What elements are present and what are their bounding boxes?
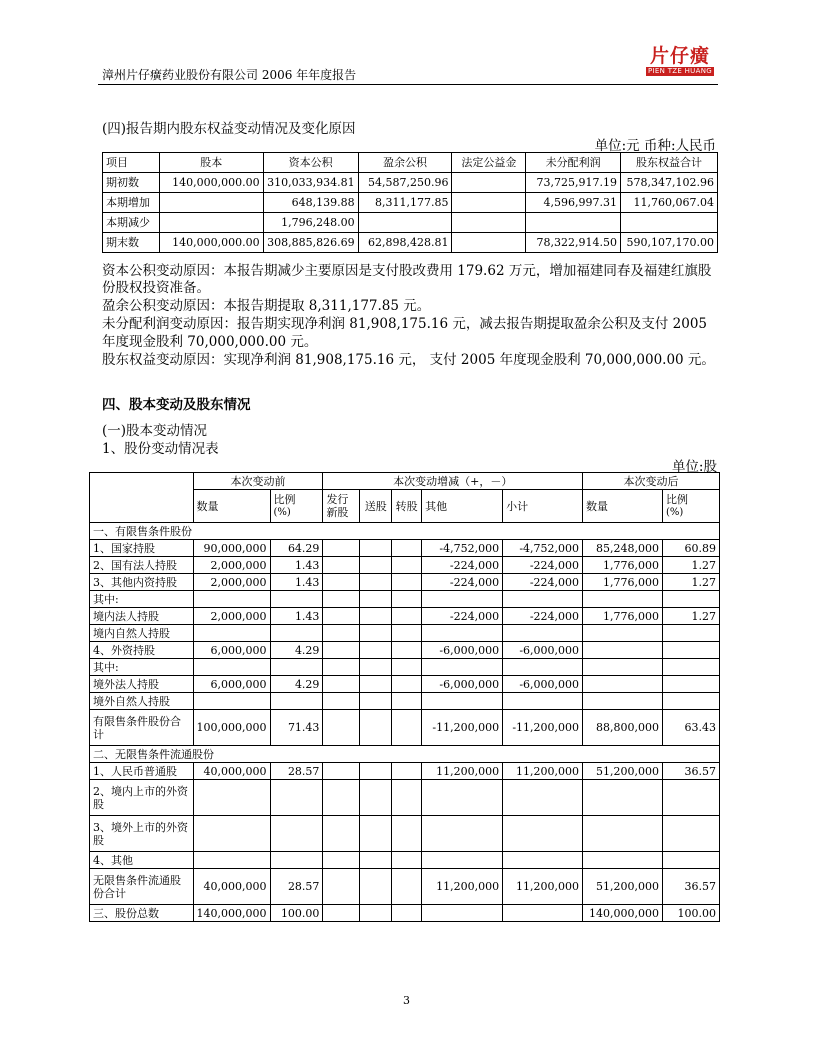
data-cell [663,852,720,869]
data-cell [392,591,422,608]
data-cell [323,869,360,905]
data-cell [270,816,323,852]
data-cell [503,659,583,676]
table-row [90,642,720,659]
data-cell [193,852,270,869]
data-cell [270,852,323,869]
data-cell: -6,000,000 [422,676,503,693]
data-cell: 1.43 [270,608,323,625]
data-cell [360,676,392,693]
col-qty-after: 数量 [583,490,663,523]
col-other: 其他 [422,490,503,523]
equity-cell [452,173,526,193]
equity-row [103,173,718,193]
data-cell: 88,800,000 [583,710,663,746]
equity-cell: 78,322,914.50 [526,233,621,253]
col-ratio-before-unit: (%) [273,507,291,518]
data-cell [422,816,503,852]
section-label: 二、无限售条件流通股份 [90,746,720,763]
data-cell [193,780,270,816]
data-cell [392,676,422,693]
data-cell: 1.27 [663,608,720,625]
equity-note-line: 盈余公积变动原因：本报告期提取 8,311,177.85 元。 [102,298,431,314]
row-label: 境内法人持股 [90,608,194,625]
header-rule [98,84,718,85]
equity-cell: 8,311,177.85 [358,193,452,213]
equity-cell: 140,000,000.00 [159,173,263,193]
company-logo [646,46,714,78]
data-cell [503,625,583,642]
data-cell: 4.29 [270,676,323,693]
data-cell: 11,200,000 [503,869,583,905]
equity-cell: 62,898,428.81 [358,233,452,253]
equity-cell [526,213,621,233]
data-cell [360,574,392,591]
data-cell [193,693,270,710]
share-section-heading: 四、股本变动及股东情况 [102,397,251,413]
data-cell [583,642,663,659]
equity-cell [452,213,526,233]
data-cell [323,540,360,557]
share-table-title: 1、股份变动情况表 [102,441,219,457]
data-cell [392,642,422,659]
row-label: 1、人民币普通股 [90,763,194,780]
equity-note-line: 资本公积变动原因：本报告期减少主要原因是支付股改费用 179.62 万元，增加福建同春及福建红旗股 [102,263,712,279]
data-cell: 36.57 [663,869,720,905]
data-cell [503,852,583,869]
data-cell [270,659,323,676]
data-cell: 11,200,000 [503,763,583,780]
share-sub-heading: (一)股本变动情况 [102,423,208,439]
data-cell [270,780,323,816]
equity-header-cell: 股东权益合计 [621,153,718,173]
data-cell: 51,200,000 [583,869,663,905]
equity-cell [159,213,263,233]
equity-header-cell: 股本 [159,153,263,173]
data-cell: 1.43 [270,557,323,574]
data-cell [360,852,392,869]
equity-header-cell: 未分配利润 [526,153,621,173]
equity-note-line: 股东权益变动原因：实现净利润 81,908,175.16 元， 支付 2005 年度现金股利 70,000,000.00 元。 [102,352,715,368]
data-cell: 6,000,000 [193,676,270,693]
data-cell [360,557,392,574]
data-cell [663,780,720,816]
table-row [90,710,720,746]
data-cell [323,780,360,816]
logo-text: 片仔癀 [649,45,710,67]
col-qty-before: 数量 [193,490,270,523]
group-header-after: 本次变动后 [583,473,720,490]
data-cell: 1.27 [663,574,720,591]
data-cell: 28.57 [270,763,323,780]
section-row [90,746,720,763]
data-cell [360,816,392,852]
data-cell [360,591,392,608]
equity-cell: 73,725,917.19 [526,173,621,193]
data-cell [663,642,720,659]
equity-cell: 11,760,067.04 [621,193,718,213]
data-cell: 11,200,000 [422,763,503,780]
data-cell: 36.57 [663,763,720,780]
equity-header-row [103,153,718,173]
share-change-table [89,472,720,922]
equity-row-label: 本期减少 [103,213,160,233]
data-cell: 11,200,000 [422,869,503,905]
data-cell: 85,248,000 [583,540,663,557]
header-title: 漳州片仔癀药业股份有限公司 2006 年年度报告 [102,68,357,82]
row-label: 4、其他 [90,852,194,869]
data-cell [583,780,663,816]
equity-section-title: (四)报告期内股东权益变动情况及变化原因 [102,121,356,137]
row-label: 境外自然人持股 [90,693,194,710]
share-unit-label: 单位:股 [671,459,717,475]
table-row [90,659,720,676]
equity-cell: 140,000,000.00 [159,233,263,253]
equity-cell: 590,107,170.00 [621,233,718,253]
equity-cell: 4,596,997.31 [526,193,621,213]
data-cell [422,693,503,710]
data-cell: 64.29 [270,540,323,557]
data-cell: 40,000,000 [193,869,270,905]
data-cell [270,693,323,710]
data-cell [503,780,583,816]
equity-cell: 1,796,248.00 [263,213,358,233]
row-label: 无限售条件流通股份合计 [90,869,194,905]
data-cell [422,659,503,676]
row-label: 1、国家持股 [90,540,194,557]
data-cell: -224,000 [422,608,503,625]
data-cell: -224,000 [422,574,503,591]
page-number: 3 [403,994,410,1007]
equity-cell: 308,885,826.69 [263,233,358,253]
equity-header-cell: 盈余公积 [358,153,452,173]
data-cell [323,693,360,710]
table-row [90,816,720,852]
col-ratio-before [270,490,323,523]
table-row [90,557,720,574]
data-cell [392,852,422,869]
data-cell [193,659,270,676]
equity-row [103,233,718,253]
data-cell [323,557,360,574]
data-cell [663,693,720,710]
data-cell [392,574,422,591]
data-cell [392,557,422,574]
data-cell: 6,000,000 [193,642,270,659]
data-cell: 40,000,000 [193,763,270,780]
data-cell: 71.43 [270,710,323,746]
data-cell [583,693,663,710]
data-cell [323,625,360,642]
data-cell: -11,200,000 [422,710,503,746]
data-cell [360,905,392,922]
row-label: 有限售条件股份合计 [90,710,194,746]
equity-note-line: 年度现金股利 70,000,000.00 元。 [102,334,318,350]
table-row [90,763,720,780]
col-bonus: 送股 [360,490,392,523]
equity-header-cell: 项目 [103,153,160,173]
table-row [90,574,720,591]
col-subtotal: 小计 [503,490,583,523]
data-cell [193,625,270,642]
data-cell [503,905,583,922]
data-cell [503,591,583,608]
data-cell: 1.27 [663,557,720,574]
data-cell [392,869,422,905]
equity-row-label: 本期增加 [103,193,160,213]
data-cell: -4,752,000 [503,540,583,557]
row-label: 境外法人持股 [90,676,194,693]
table-row [90,905,720,922]
data-cell [323,676,360,693]
data-cell [323,608,360,625]
equity-row [103,213,718,233]
data-cell [392,608,422,625]
data-cell [663,625,720,642]
data-cell [323,659,360,676]
col-new-issue: 发行新股 [323,490,360,523]
equity-cell [358,213,452,233]
data-cell [663,659,720,676]
data-cell: 90,000,000 [193,540,270,557]
data-cell [583,852,663,869]
data-cell [392,625,422,642]
equity-header-cell: 资本公积 [263,153,358,173]
data-cell [323,905,360,922]
table-row [90,780,720,816]
data-cell: -6,000,000 [503,642,583,659]
row-label: 境内自然人持股 [90,625,194,642]
data-cell [193,591,270,608]
equity-cell [452,193,526,213]
data-cell: -224,000 [503,574,583,591]
data-cell [663,591,720,608]
data-cell: -224,000 [503,557,583,574]
table-row [90,591,720,608]
data-cell: 2,000,000 [193,557,270,574]
data-cell: -224,000 [503,608,583,625]
group-header-change: 本次变动增减（+，－） [323,473,583,490]
data-cell: 1,776,000 [583,574,663,591]
data-cell: 28.57 [270,869,323,905]
row-label: 三、股份总数 [90,905,194,922]
table-row [90,676,720,693]
data-cell [422,852,503,869]
data-cell [360,693,392,710]
data-cell: 51,200,000 [583,763,663,780]
data-cell [323,642,360,659]
col-ratio-after-label: 比例 [666,493,688,506]
row-label: 3、境外上市的外资股 [90,816,194,852]
data-cell: -6,000,000 [422,642,503,659]
data-cell: 1,776,000 [583,608,663,625]
equity-cell [159,193,263,213]
data-cell [392,710,422,746]
data-cell [422,591,503,608]
row-label: 2、境内上市的外资股 [90,780,194,816]
table-row [90,693,720,710]
data-cell [323,816,360,852]
equity-cell [621,213,718,233]
header-corner-cell [90,473,194,523]
equity-cell: 310,033,934.81 [263,173,358,193]
data-cell [323,591,360,608]
col-ratio-before-label: 比例 [273,493,296,506]
data-cell: 2,000,000 [193,608,270,625]
data-cell [503,693,583,710]
table-row [90,540,720,557]
data-cell: -11,200,000 [503,710,583,746]
table-row [90,852,720,869]
equity-row-label: 期初数 [103,173,160,193]
data-cell [193,816,270,852]
data-cell [663,816,720,852]
data-cell: 2,000,000 [193,574,270,591]
equity-change-table [102,152,718,253]
data-cell [422,780,503,816]
equity-row [103,193,718,213]
row-label: 其中: [90,591,194,608]
equity-unit-label: 单位:元 币种:人民币 [594,138,716,154]
row-label: 其中: [90,659,194,676]
data-cell: -6,000,000 [503,676,583,693]
logo-subtext: PIEN TZE HUANG [646,67,714,76]
data-cell: -4,752,000 [422,540,503,557]
data-cell: 60.89 [663,540,720,557]
data-cell [360,710,392,746]
data-cell [583,591,663,608]
table-row [90,869,720,905]
data-cell [360,540,392,557]
data-cell [360,642,392,659]
data-cell: 1,776,000 [583,557,663,574]
col-ratio-after-unit: (%) [666,507,684,518]
data-cell [392,763,422,780]
row-label: 3、其他内资持股 [90,574,194,591]
data-cell [583,816,663,852]
data-cell [392,780,422,816]
data-cell [503,816,583,852]
data-cell [392,540,422,557]
section-row [90,523,720,540]
data-cell [422,625,503,642]
data-cell [360,763,392,780]
data-cell [360,625,392,642]
data-cell [270,625,323,642]
data-cell [323,574,360,591]
col-ratio-after [663,490,720,523]
data-cell [323,763,360,780]
data-cell [323,852,360,869]
data-cell: 140,000,000 [583,905,663,922]
equity-cell: 648,139.88 [263,193,358,213]
data-cell [270,591,323,608]
data-cell [360,869,392,905]
equity-cell: 54,587,250.96 [358,173,452,193]
data-cell: 1.43 [270,574,323,591]
table-row [90,625,720,642]
data-cell [392,905,422,922]
data-cell [323,710,360,746]
data-cell: 100.00 [663,905,720,922]
section-label: 一、有限售条件股份 [90,523,720,540]
data-cell [583,659,663,676]
data-cell: -224,000 [422,557,503,574]
col-transfer: 转股 [392,490,422,523]
data-cell: 100.00 [270,905,323,922]
equity-cell [452,233,526,253]
equity-note-line: 份股权投资准备。 [102,280,210,296]
equity-header-cell: 法定公益金 [452,153,526,173]
data-cell: 4.29 [270,642,323,659]
group-header-before: 本次变动前 [193,473,323,490]
data-cell [583,625,663,642]
data-cell [360,608,392,625]
data-cell [392,693,422,710]
data-cell: 100,000,000 [193,710,270,746]
data-cell [360,780,392,816]
equity-note-line: 未分配利润变动原因：报告期实现净利润 81,908,175.16 元，减去报告期提取盈余公积及支付 2005 [102,316,707,332]
data-cell [392,816,422,852]
row-label: 2、国有法人持股 [90,557,194,574]
equity-cell: 578,347,102.96 [621,173,718,193]
equity-row-label: 期末数 [103,233,160,253]
data-cell [360,659,392,676]
table-row [90,608,720,625]
data-cell: 140,000,000 [193,905,270,922]
data-cell: 63.43 [663,710,720,746]
data-cell [583,676,663,693]
row-label: 4、外资持股 [90,642,194,659]
data-cell [422,905,503,922]
data-cell [392,659,422,676]
data-cell [663,676,720,693]
